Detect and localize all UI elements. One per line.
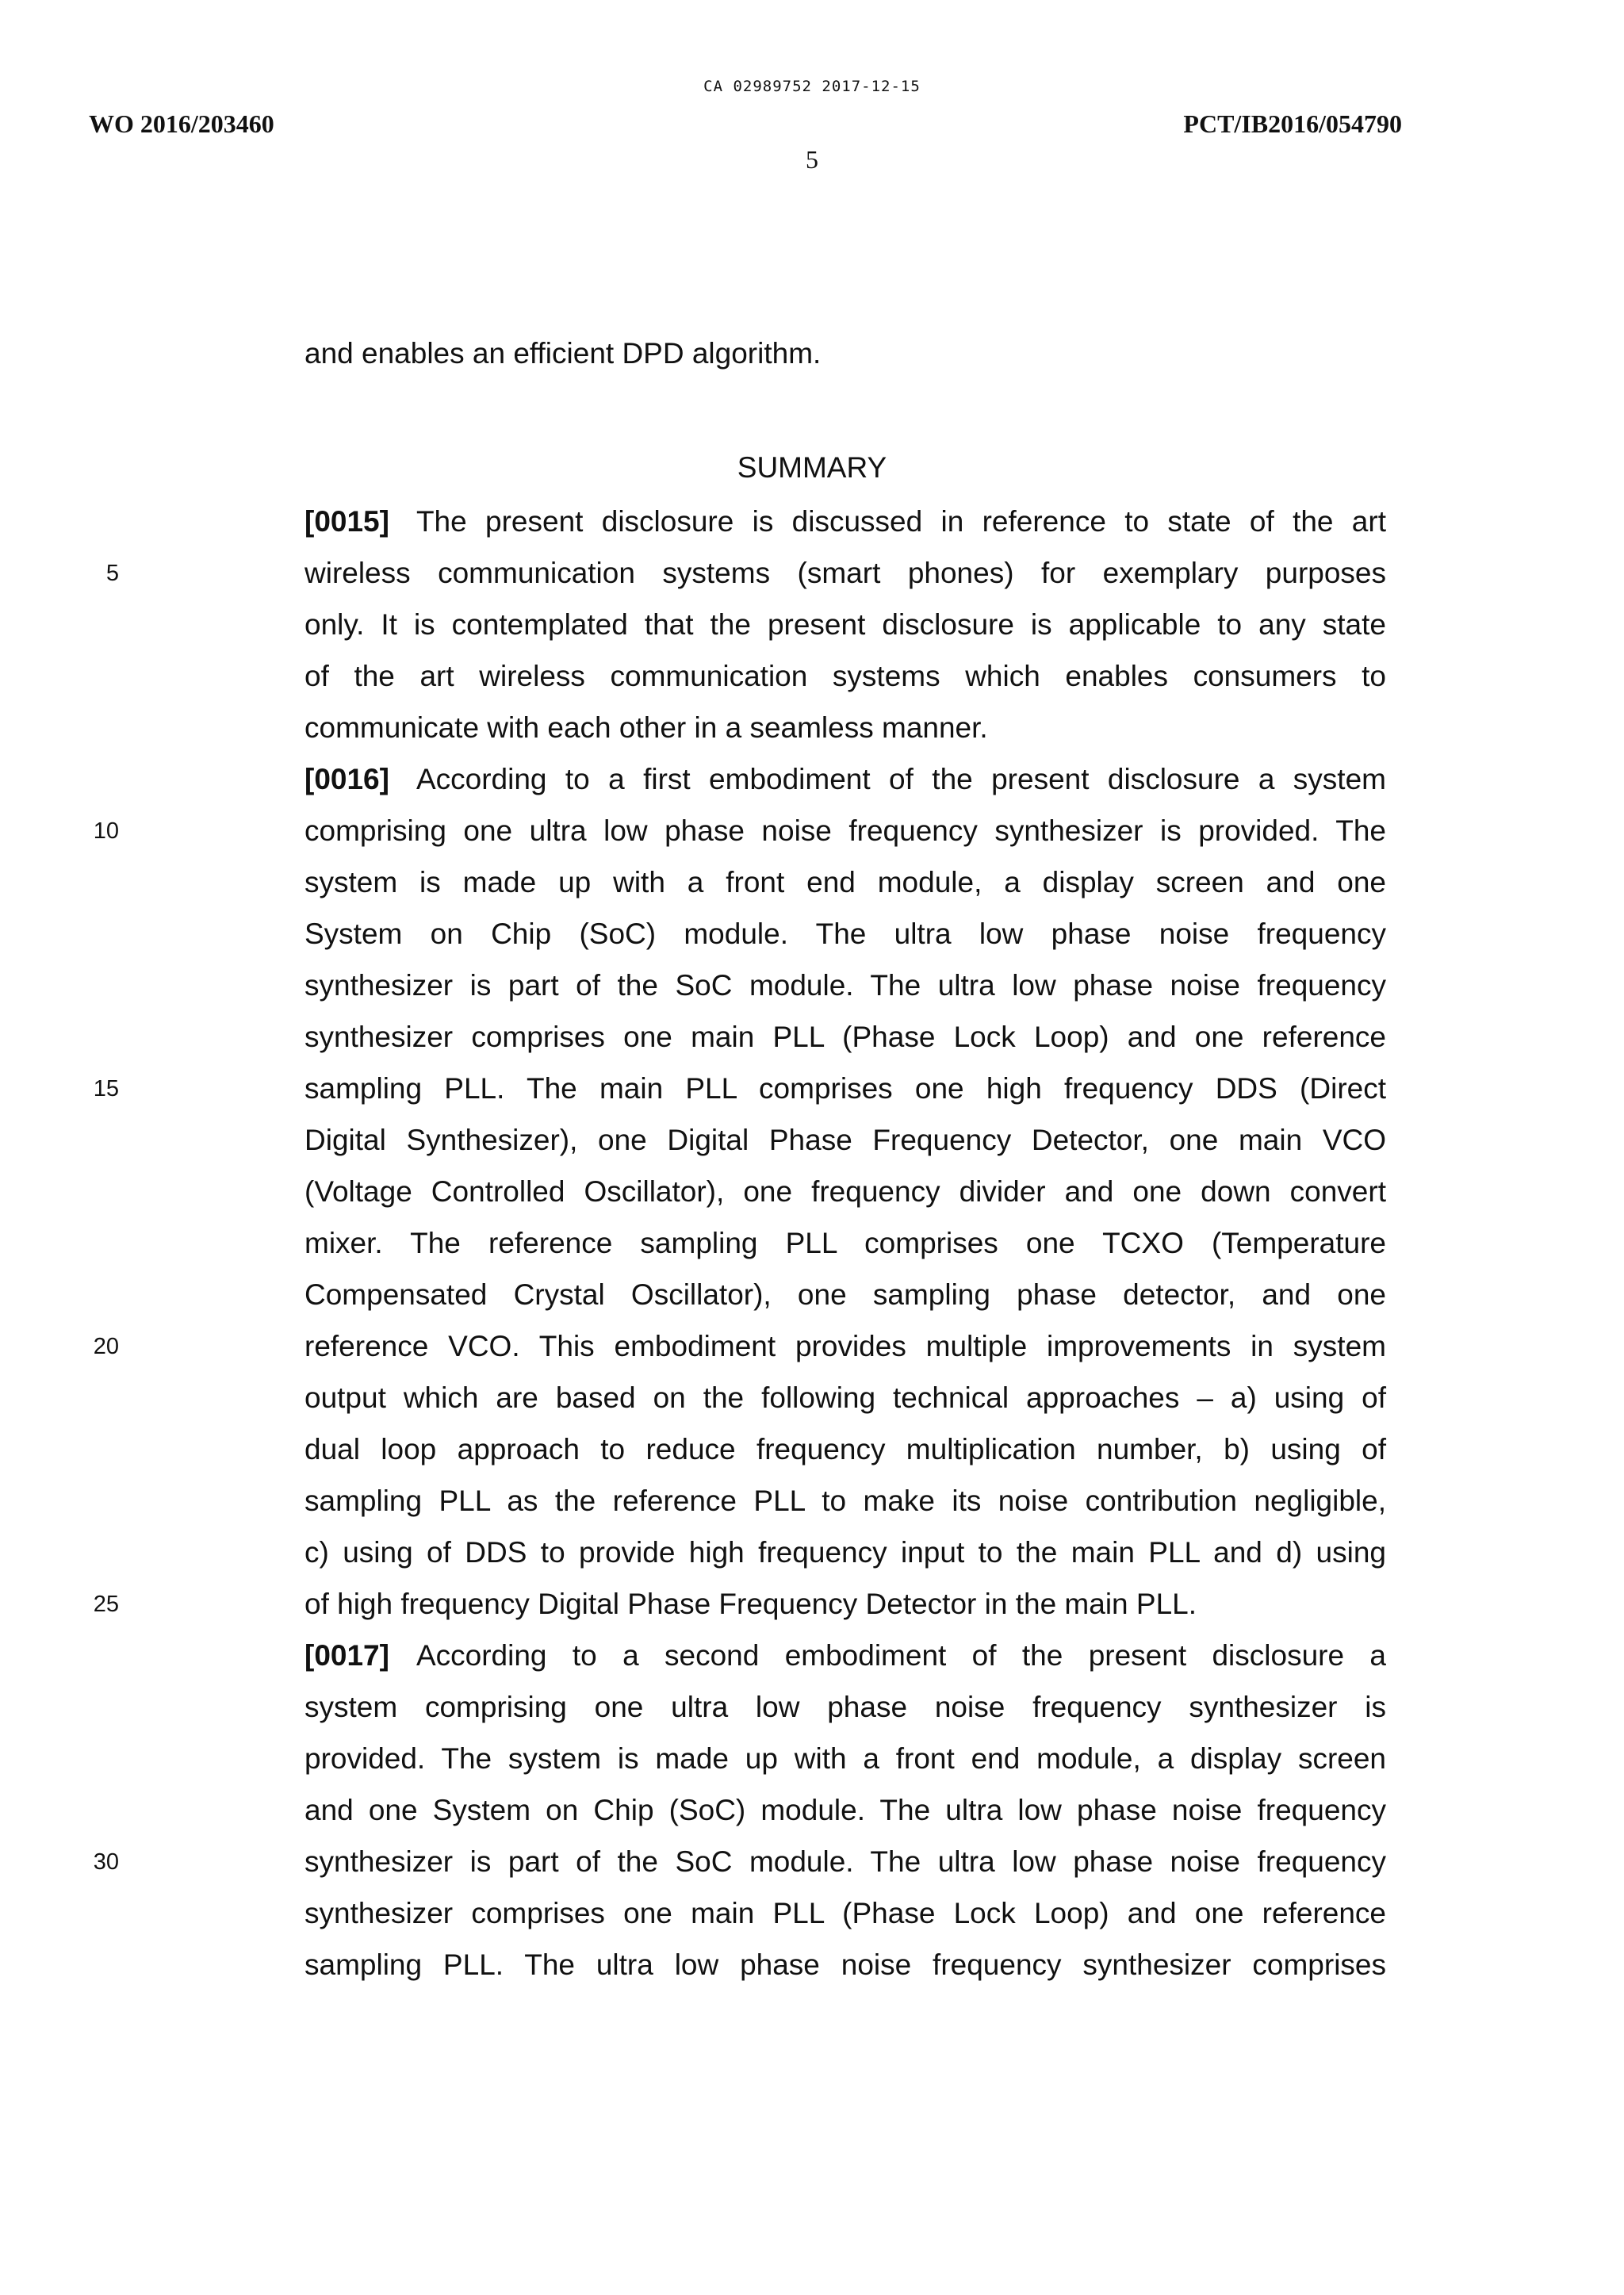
section-heading: SUMMARY [737, 451, 887, 484]
paragraph-line: synthesizer is part of the SoC module. The ultra low phase noise frequency [304, 1845, 1386, 1878]
paragraph-line: System on Chip (SoC) module. The ultra low phase noise frequency [304, 918, 1386, 950]
ca-filing-stamp: CA 02989752 2017-12-15 [703, 78, 921, 95]
paragraph-line: Digital Synthesizer), one Digital Phase Frequency Detector, one main VCO [304, 1124, 1386, 1156]
intro-line: and enables an efficient DPD algorithm. [304, 337, 822, 370]
page-number: 5 [806, 145, 818, 174]
pct-application-number: PCT/IB2016/054790 [1183, 109, 1402, 138]
paragraph-line: only. It is contemplated that the present disclosure is applicable to any state [304, 608, 1386, 641]
paragraph-line: sampling PLL as the reference PLL to make its noise contribution negligible, [304, 1485, 1386, 1517]
paragraph-line: synthesizer comprises one main PLL (Phase Lock Loop) and one reference [304, 1897, 1386, 1929]
paragraph-number: [0017] [304, 1639, 389, 1672]
paragraph-line: sampling PLL. The main PLL comprises one high frequency DDS (Direct [304, 1072, 1386, 1105]
margin-line-number: 20 [93, 1334, 119, 1359]
paragraph-line: mixer. The reference sampling PLL comprises one TCXO (Temperature [304, 1227, 1386, 1259]
paragraph-line: [0015] The present disclosure is discussed in reference to state of the art [304, 505, 1386, 538]
paragraph-line: sampling PLL. The ultra low phase noise frequency synthesizer comprises [304, 1948, 1386, 1981]
paragraph-line: system comprising one ultra low phase noise frequency synthesizer is [304, 1691, 1386, 1723]
paragraph-line: dual loop approach to reduce frequency multiplication number, b) using of [304, 1433, 1386, 1466]
paragraph-line: of the art wireless communication systems which enables consumers to [304, 660, 1386, 692]
paragraph-line: output which are based on the following technical approaches – a) using of [304, 1381, 1386, 1414]
margin-line-number: 30 [93, 1849, 119, 1875]
margin-line-number: 15 [93, 1076, 119, 1102]
paragraph-line: comprising one ultra low phase noise frequency synthesizer is provided. The [304, 814, 1386, 847]
paragraph-line: reference VCO. This embodiment provides multiple improvements in system [304, 1330, 1386, 1362]
paragraph-line: c) using of DDS to provide high frequency input to the main PLL and d) using [304, 1536, 1386, 1569]
paragraph-line: wireless communication systems (smart phones) for exemplary purposes [304, 557, 1386, 589]
paragraph-line: of high frequency Digital Phase Frequency Detector in the main PLL. [304, 1588, 1197, 1620]
paragraph-number: [0016] [304, 763, 389, 795]
paragraph-line: and one System on Chip (SoC) module. The ultra low phase noise frequency [304, 1794, 1386, 1826]
margin-line-number: 5 [105, 561, 119, 586]
paragraph-line: synthesizer is part of the SoC module. The ultra low phase noise frequency [304, 969, 1386, 1002]
paragraph-line: provided. The system is made up with a front end module, a display screen [304, 1742, 1386, 1775]
margin-line-number: 10 [93, 818, 119, 844]
paragraph-line: system is made up with a front end module, a display screen and one [304, 866, 1386, 898]
publication-number: WO 2016/203460 [89, 109, 274, 138]
paragraph-line: [0017] According to a second embodiment of the present disclosure a [304, 1639, 1386, 1672]
paragraph-line: (Voltage Controlled Oscillator), one frequency divider and one down convert [304, 1175, 1386, 1208]
paragraph-line: Compensated Crystal Oscillator), one sampling phase detector, and one [304, 1278, 1386, 1311]
paragraph-line: [0016] According to a first embodiment of the present disclosure a system [304, 763, 1386, 795]
paragraph-line: communicate with each other in a seamless manner. [304, 711, 988, 744]
margin-line-number: 25 [93, 1592, 119, 1617]
paragraph-line: synthesizer comprises one main PLL (Phase Lock Loop) and one reference [304, 1021, 1386, 1053]
paragraph-number: [0015] [304, 505, 389, 538]
